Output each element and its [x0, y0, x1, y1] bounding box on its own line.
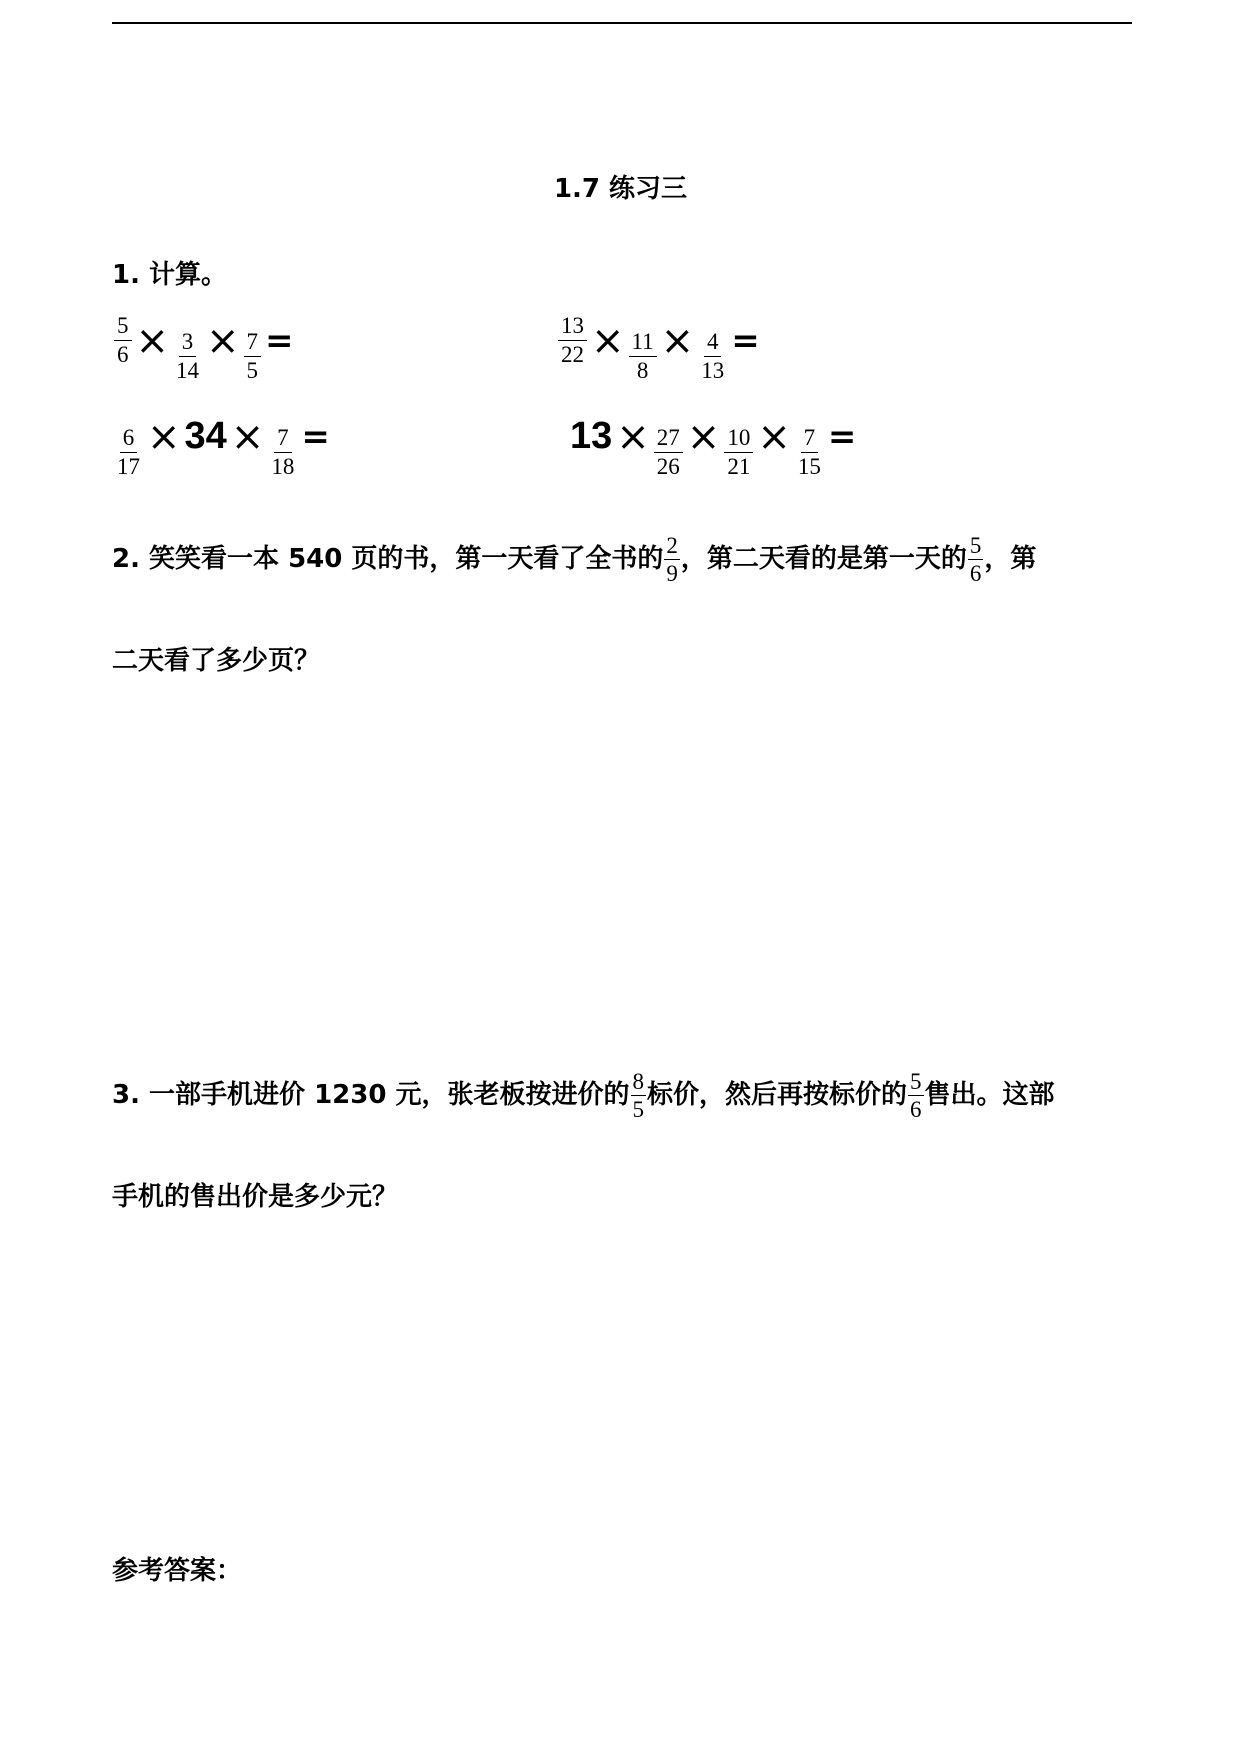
fraction: $\frac{7}{18}$ — [271, 425, 295, 479]
header-rule — [112, 22, 1132, 24]
times-sign: × — [135, 317, 170, 364]
fraction: $\frac{5}{6}$ — [910, 1069, 922, 1122]
fraction: $\frac{4}{13}$ — [701, 329, 725, 383]
q1-expr-3 — [112, 408, 330, 479]
times-sign: × — [686, 413, 721, 460]
whole-number: 34 — [184, 415, 227, 457]
times-sign: × — [757, 413, 791, 460]
fraction: $\frac{11}{8}$ — [629, 328, 657, 385]
q3-line-1: 3. 一部手机进价 1230 元，张老板按进价的 $\frac{8}{5}$ 标价，然后再按标价的 $\frac{5}{6}$ 售出。这部 — [112, 1069, 1055, 1122]
answers-label: 参考答案： — [112, 1556, 243, 1586]
fraction: $\frac{8}{5}$ — [632, 1069, 644, 1122]
whole-number: 13 — [570, 415, 613, 457]
equals-sign: = — [731, 320, 760, 361]
fraction: $\frac{5}{6}$ — [969, 533, 982, 586]
equals-sign: = — [827, 416, 857, 457]
fraction: $\frac{5}{6}$ — [114, 312, 132, 369]
fraction: $\frac{13}{22}$ — [558, 312, 587, 369]
q1-expr-2 — [556, 312, 760, 383]
equals-sign: = — [301, 416, 330, 457]
q1-expr-1 — [112, 312, 294, 383]
times-sign: × — [147, 413, 181, 460]
times-sign: × — [660, 317, 695, 364]
q3-line-2: 手机的售出价是多少元？ — [112, 1182, 399, 1212]
times-sign: × — [206, 317, 240, 364]
fraction: $\frac{27}{26}$ — [654, 424, 683, 481]
q2-line-2: 二天看了多少页？ — [112, 646, 321, 676]
equals-sign: = — [265, 320, 294, 361]
fraction: $\frac{7}{5}$ — [244, 328, 262, 385]
fraction: $\frac{3}{14}$ — [176, 329, 200, 383]
times-sign: × — [616, 413, 650, 460]
page-title: 1.7 练习三 — [553, 174, 688, 204]
q2-line-1: 2. 笑笑看一本 540 页的书，第一天看了全书的 $\frac{2}{9}$ ，第二天看的是第一天的 $\frac{5}{6}$ ，第 — [112, 533, 1037, 586]
times-sign: × — [591, 317, 625, 364]
q1-label: 1. 计算。 — [112, 260, 228, 290]
q1-expr-4 — [568, 408, 857, 479]
fraction: $\frac{2}{9}$ — [666, 533, 678, 586]
times-sign: × — [230, 413, 265, 460]
fraction: $\frac{6}{17}$ — [117, 425, 140, 479]
fraction: $\frac{7}{15}$ — [797, 425, 821, 479]
fraction: $\frac{10}{21}$ — [724, 424, 753, 481]
